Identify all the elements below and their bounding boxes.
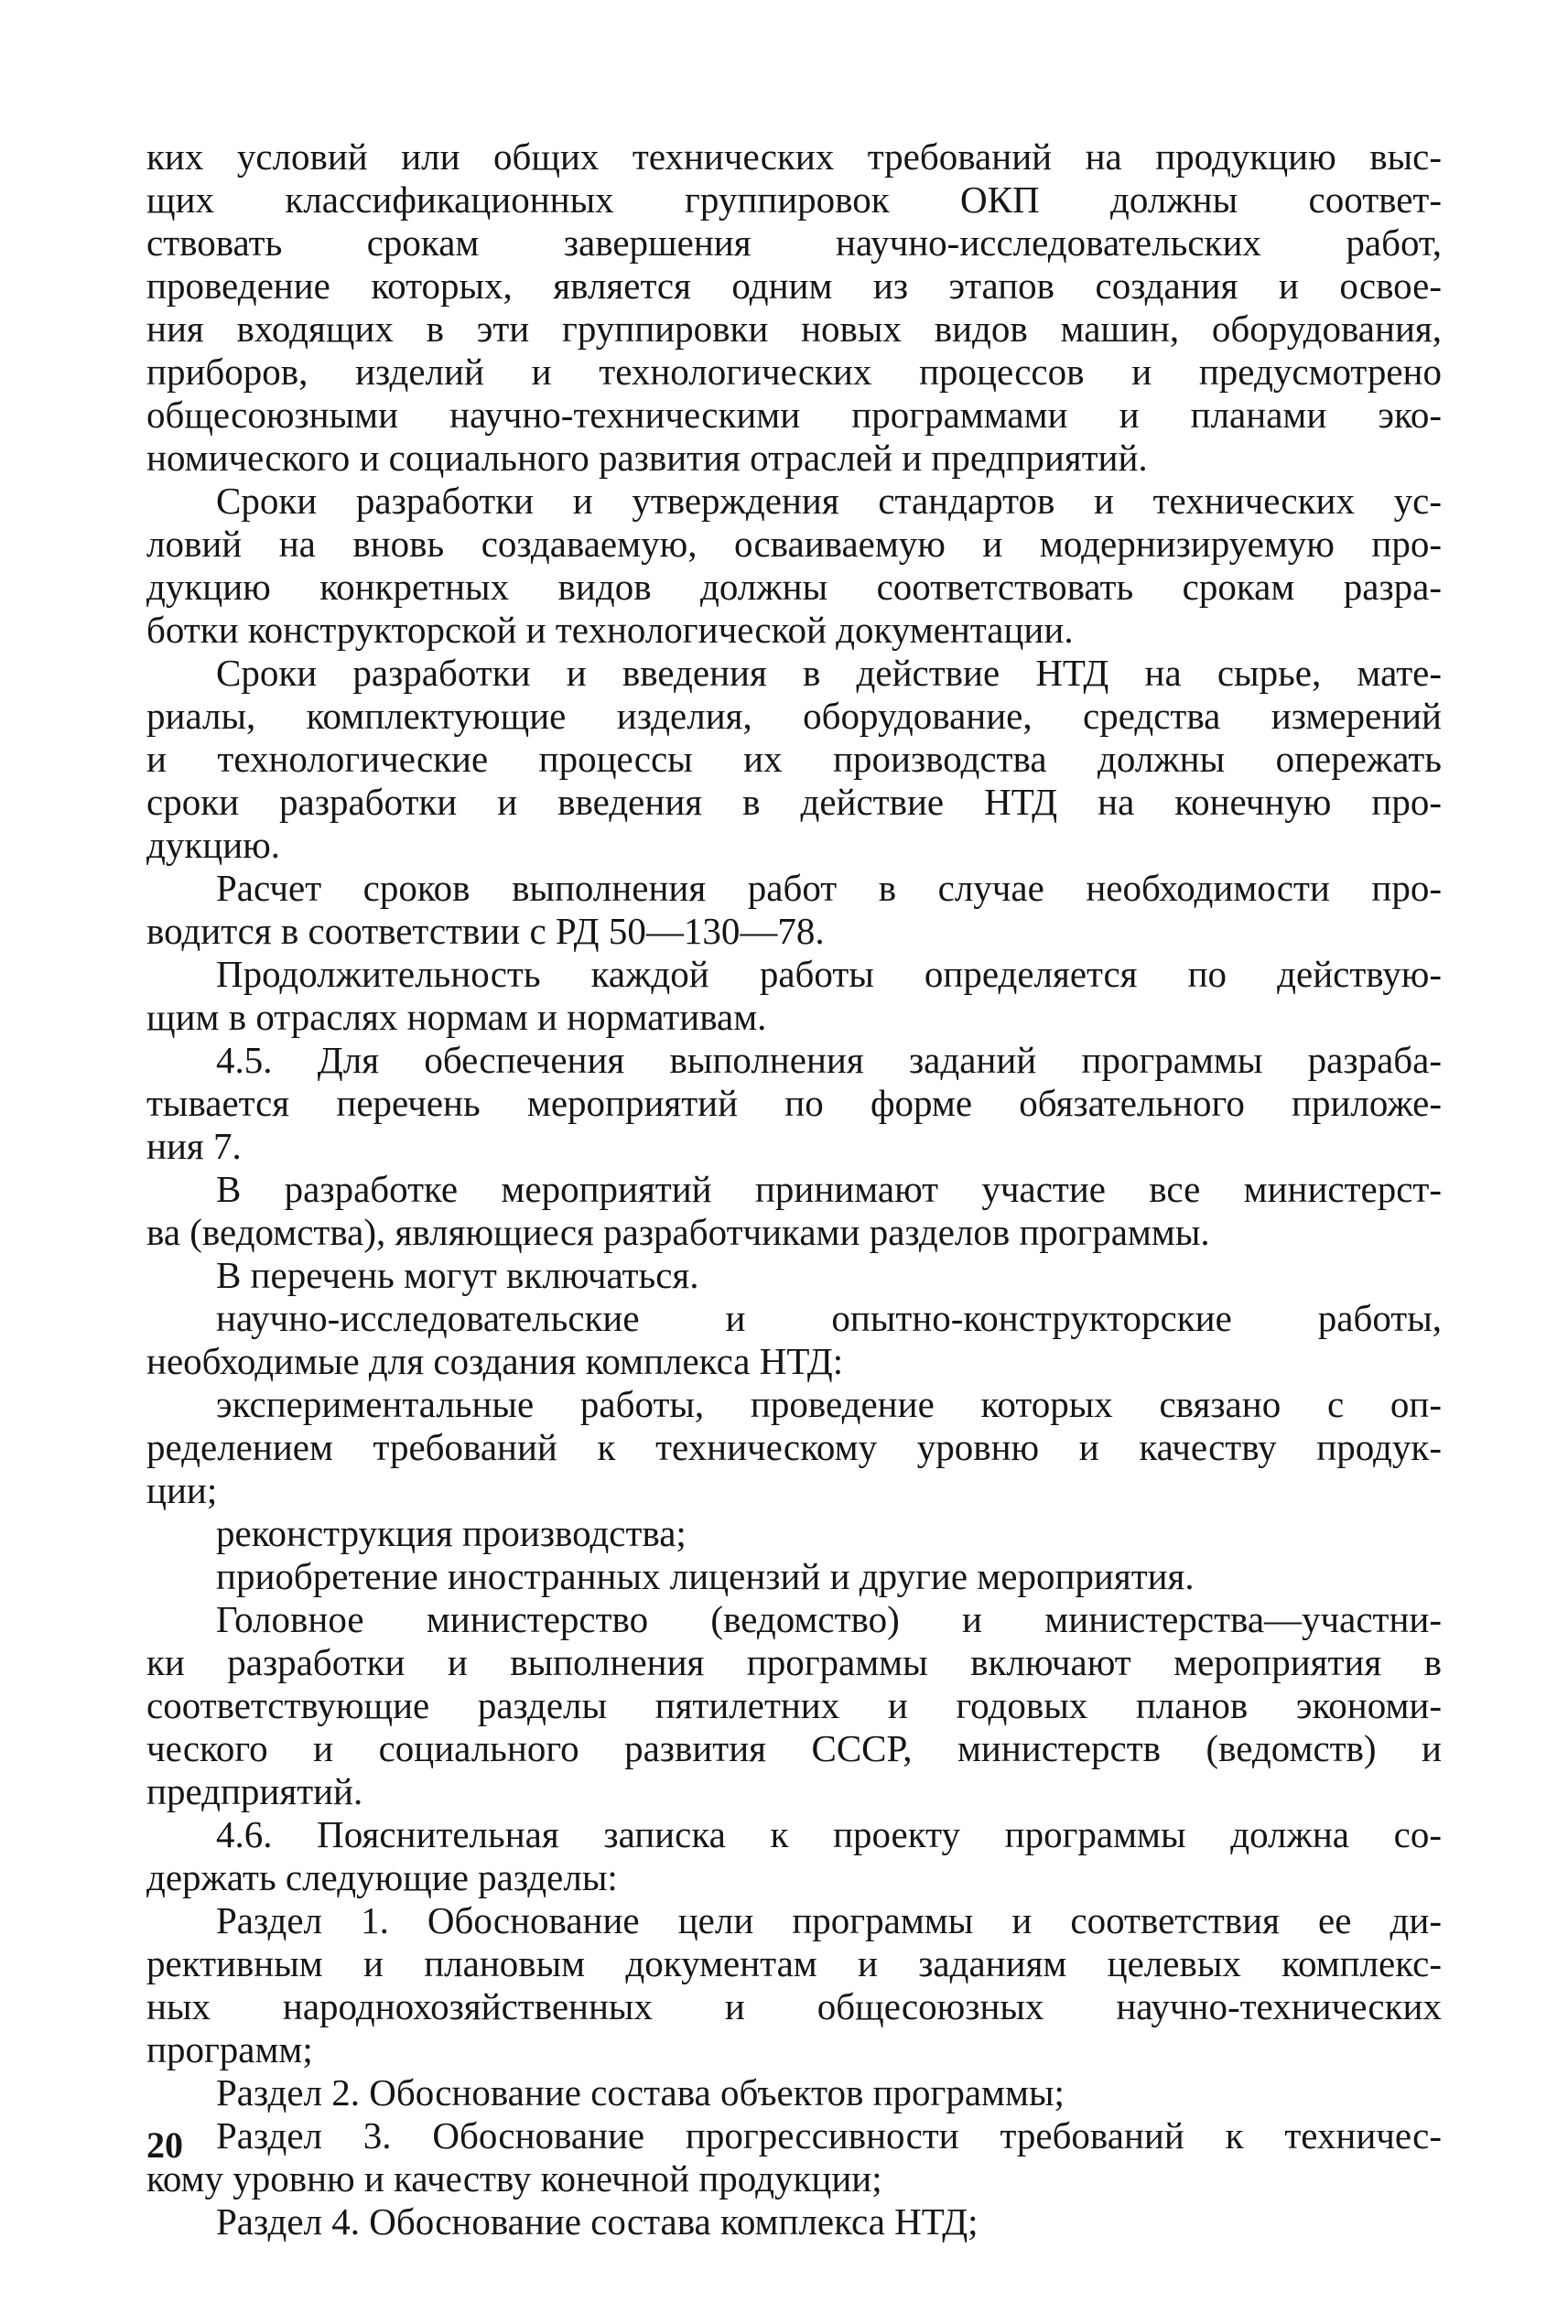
- text-line: предприятий.: [146, 1770, 363, 1812]
- text-line: Продолжительность каждой работы определяется по действую-: [216, 953, 1442, 995]
- text-line: Раздел 4. Обоснование состава комплекса НТД;: [216, 2200, 979, 2243]
- text-line: дукцию конкретных видов должны соответствовать срокам разра-: [146, 566, 1442, 608]
- text-line: номического и социального развития отраслей и предприятий.: [146, 437, 1148, 479]
- text-line: 4.5. Для обеспечения выполнения заданий программы разраба-: [216, 1039, 1442, 1081]
- text-line: ботки конструкторской и технологической документации.: [146, 609, 1074, 651]
- text-line: приобретение иностранных лицензий и другие мероприятия.: [216, 1555, 1195, 1597]
- paragraph: [146, 867, 1442, 953]
- text-line: ния 7.: [146, 1125, 242, 1167]
- text-line: ческого и социального развития СССР, министерств (ведомств) и: [146, 1727, 1442, 1769]
- text-line: кому уровню и качеству конечной продукции;: [146, 2157, 882, 2200]
- text-line: ва (ведомства), являющиеся разработчиками разделов программы.: [146, 1211, 1210, 1253]
- text-line: Расчет сроков выполнения работ в случае необходимости про-: [216, 867, 1442, 909]
- text-line: соответствующие разделы пятилетних и годовых планов экономи-: [146, 1684, 1442, 1726]
- paragraph: [146, 1598, 1442, 1813]
- page-number: 20: [146, 2124, 183, 2166]
- text-line: водится в соответствии с РД 50—130—78.: [146, 910, 825, 952]
- paragraph: [146, 1555, 1442, 1598]
- paragraph: [146, 2071, 1442, 2114]
- paragraph: [146, 1168, 1442, 1254]
- paragraph: [146, 480, 1442, 652]
- text-line: ных народнохозяйственных и общесоюзных научно-технических: [146, 1985, 1442, 2027]
- text-line: Раздел 1. Обоснование цели программы и соответствия ее ди-: [216, 1899, 1442, 1941]
- text-line: ловий на вновь создаваемую, осваиваемую и модернизируемую про-: [146, 523, 1442, 565]
- text-line: держать следующие разделы:: [146, 1856, 618, 1898]
- page-body: [146, 135, 1442, 2243]
- text-line: В разработке мероприятий принимают участие все министерст-: [216, 1168, 1442, 1210]
- text-line: риалы, комплектующие изделия, оборудование, средства измерений: [146, 695, 1442, 737]
- text-line: реконструкция производства;: [216, 1512, 687, 1554]
- text-line: проведение которых, является одним из этапов создания и освое-: [146, 265, 1442, 307]
- paragraph: [146, 1039, 1442, 1168]
- text-line: ределением требований к техническому уровню и качеству продук-: [146, 1426, 1442, 1468]
- paragraph: [146, 1383, 1442, 1512]
- text-line: необходимые для создания комплекса НТД:: [146, 1340, 844, 1382]
- text-line: Раздел 3. Обоснование прогрессивности требований к техничес-: [216, 2114, 1442, 2156]
- paragraph: [146, 953, 1442, 1039]
- text-line: щих классификационных группировок ОКП должны соответ-: [146, 178, 1442, 221]
- text-line: Сроки разработки и введения в действие НТД на сырье, мате-: [216, 652, 1442, 694]
- text-line: ции;: [146, 1469, 218, 1511]
- text-line: Сроки разработки и утверждения стандартов и технических ус-: [216, 480, 1442, 522]
- paragraph: [146, 1899, 1442, 2071]
- paragraph: [146, 1512, 1442, 1555]
- text-line: 4.6. Пояснительная записка к проекту программы должна со-: [216, 1813, 1442, 1855]
- paragraph: [146, 1297, 1442, 1383]
- paragraph: [146, 135, 1442, 480]
- text-line: дукцию.: [146, 824, 281, 866]
- text-line: ствовать срокам завершения научно-исследовательских работ,: [146, 222, 1442, 264]
- text-line: В перечень могут включаться.: [216, 1254, 699, 1296]
- text-line: программ;: [146, 2028, 313, 2070]
- text-line: рективным и плановым документам и заданиям целевых комплекс-: [146, 1942, 1442, 1984]
- paragraph: [146, 1254, 1442, 1297]
- paragraph: [146, 1813, 1442, 1899]
- paragraph: [146, 2200, 1442, 2243]
- paragraph: [146, 2114, 1442, 2200]
- text-line: Головное министерство (ведомство) и министерства—участни-: [216, 1598, 1442, 1640]
- text-line: ки разработки и выполнения программы включают мероприятия в: [146, 1641, 1442, 1683]
- paragraph: [146, 652, 1442, 867]
- text-line: Раздел 2. Обоснование состава объектов программы;: [216, 2071, 1065, 2113]
- text-line: сроки разработки и введения в действие НТД на конечную про-: [146, 781, 1442, 823]
- text-line: общесоюзными научно-техническими программами и планами эко-: [146, 394, 1442, 436]
- text-line: щим в отраслях нормам и нормативам.: [146, 996, 767, 1038]
- text-line: научно-исследовательские и опытно-конструкторские работы,: [216, 1297, 1442, 1339]
- text-line: ких условий или общих технических требований на продукцию выс-: [146, 135, 1442, 178]
- text-line: тывается перечень мероприятий по форме обязательного приложе-: [146, 1082, 1442, 1124]
- text-line: и технологические процессы их производства должны опережать: [146, 738, 1442, 780]
- text-line: экспериментальные работы, проведение которых связано с оп-: [216, 1383, 1442, 1425]
- text-line: приборов, изделий и технологических процессов и предусмотрено: [146, 351, 1442, 393]
- text-line: ния входящих в эти группировки новых видов машин, оборудования,: [146, 308, 1442, 350]
